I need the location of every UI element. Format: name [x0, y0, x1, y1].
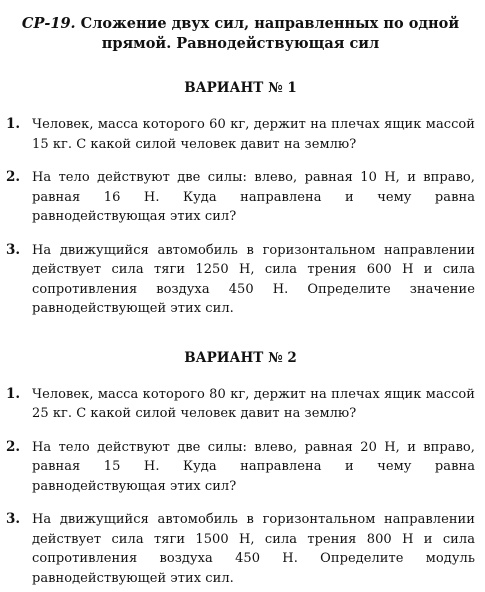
title-line-2: прямой. Равнодействующая сил	[101, 35, 380, 52]
variant-heading: ВАРИАНТ № 1	[184, 80, 297, 96]
task-item	[6, 385, 475, 424]
task-text: На тело действуют две силы: влево, равная 20 Н, и вправо, равная 15 Н. Куда направлена и чему равна равнодействующая этих сил?	[32, 439, 475, 494]
task-item	[6, 168, 475, 227]
task-text: На движущийся автомобиль в горизонтальном направлении действует сила тяги 1500 Н, сила трения 800 Н и сила сопротивления воздуха 450 Н. Определите модуль равнодействующей этих сил.	[32, 512, 475, 586]
variant-2	[6, 349, 475, 589]
task-number: 2.	[6, 438, 21, 455]
page-title	[6, 14, 475, 54]
worksheet-code: СР-19.	[21, 15, 76, 32]
task-text: На движущийся автомобиль в горизонтальном направлении действует сила тяги 1250 Н, сила трения 600 Н и сила сопротивления воздуха 450 Н. Определите значение равнодействующей этих сил.	[32, 242, 475, 316]
task-number: 1.	[6, 385, 21, 402]
task-number: 2.	[6, 169, 21, 185]
variant-1	[6, 79, 475, 319]
task-item	[6, 510, 475, 588]
task-text: На тело действуют две силы: влево, равная 10 Н, и вправо, равная 16 Н. Куда направлена и чему равна равнодействующая этих сил?	[32, 170, 475, 224]
task-text: Человек, масса которого 80 кг, держит на плечах ящик массой 25 кг. С какой силой человек давит на землю?	[32, 386, 475, 421]
variant-heading: ВАРИАНТ № 2	[184, 349, 297, 366]
task-item	[6, 438, 475, 497]
title-line-1: Сложение двух сил, направленных по одной	[80, 15, 460, 32]
task-number: 3.	[6, 511, 21, 527]
task-text: Человек, масса которого 60 кг, держит на плечах ящик массой 15 кг. С какой силой человек давит на землю?	[32, 117, 475, 152]
task-number: 3.	[6, 241, 21, 258]
task-item	[6, 115, 475, 154]
task-number: 1.	[6, 116, 21, 132]
task-item	[6, 241, 475, 319]
